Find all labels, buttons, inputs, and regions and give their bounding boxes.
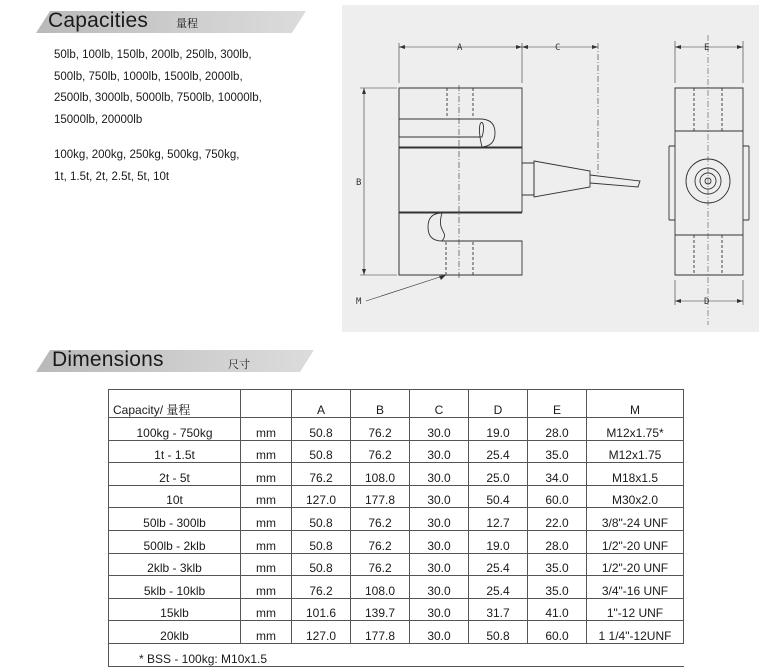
- table-cell: mm: [241, 553, 292, 576]
- table-cell: 108.0: [351, 576, 410, 599]
- table-cell: 76.2: [351, 530, 410, 553]
- table-cell: 2t - 5t: [109, 463, 241, 486]
- table-cell: 30.0: [410, 418, 469, 441]
- table-cell: 28.0: [528, 418, 587, 441]
- table-cell: 50.8: [292, 508, 351, 531]
- table-cell: 10t: [109, 485, 241, 508]
- table-cell: 50.8: [469, 621, 528, 644]
- table-cell: 76.2: [351, 508, 410, 531]
- column-header: A: [292, 390, 351, 418]
- table-cell: 25.4: [469, 576, 528, 599]
- table-cell: 108.0: [351, 463, 410, 486]
- table-cell: 1/2"-20 UNF: [587, 530, 684, 553]
- dim-label-e: E: [704, 43, 710, 53]
- table-cell: mm: [241, 463, 292, 486]
- dimensions-subtitle: 尺寸: [228, 359, 250, 371]
- table-cell: 76.2: [351, 440, 410, 463]
- capacity-line: 50lb, 100lb, 150lb, 200lb, 250lb, 300lb,: [54, 49, 252, 61]
- load-cell-drawing: [342, 5, 759, 332]
- table-row: [109, 485, 684, 508]
- table-body: [109, 418, 684, 644]
- column-header: M: [587, 390, 684, 418]
- table-cell: 50.8: [292, 418, 351, 441]
- table-cell: mm: [241, 576, 292, 599]
- table-cell: 12.7: [469, 508, 528, 531]
- table-cell: 30.0: [410, 463, 469, 486]
- table-cell: 2klb - 3klb: [109, 553, 241, 576]
- dim-label-d: D: [704, 297, 710, 307]
- table-cell: 41.0: [528, 598, 587, 621]
- table-cell: 50lb - 300lb: [109, 508, 241, 531]
- table-cell: 30.0: [410, 621, 469, 644]
- table-cell: mm: [241, 485, 292, 508]
- table-row: [109, 553, 684, 576]
- table-row: [109, 440, 684, 463]
- table-cell: 35.0: [528, 553, 587, 576]
- table-cell: 19.0: [469, 530, 528, 553]
- dim-label-a: A: [457, 43, 463, 53]
- table-row: [109, 463, 684, 486]
- table-cell: M18x1.5: [587, 463, 684, 486]
- table-cell: mm: [241, 440, 292, 463]
- table-cell: 15klb: [109, 598, 241, 621]
- table-cell: 3/4"-16 UNF: [587, 576, 684, 599]
- table-cell: 76.2: [351, 553, 410, 576]
- capacity-line: 100kg, 200kg, 250kg, 500kg, 750kg,: [54, 149, 240, 161]
- capacity-line: 15000lb, 20000lb: [54, 113, 143, 126]
- dim-label-m: M: [356, 297, 362, 307]
- table-note-row: [109, 643, 684, 666]
- capacity-line: 2500lb, 3000lb, 5000lb, 7500lb, 10000lb,: [54, 92, 262, 104]
- table-cell: 177.8: [351, 621, 410, 644]
- table-cell: 60.0: [528, 621, 587, 644]
- table-cell: 25.0: [469, 463, 528, 486]
- table-cell: 76.2: [292, 463, 351, 486]
- table-cell: 31.7: [469, 598, 528, 621]
- table-cell: 1t - 1.5t: [109, 440, 241, 463]
- table-cell: M12x1.75: [587, 440, 684, 463]
- table-cell: 76.2: [292, 576, 351, 599]
- table-cell: 20klb: [109, 621, 241, 644]
- table-cell: 34.0: [528, 463, 587, 486]
- capacities-subtitle: 量程: [176, 18, 198, 30]
- table-cell: M12x1.75*: [587, 418, 684, 441]
- table-cell: 101.6: [292, 598, 351, 621]
- table-row: [109, 418, 684, 441]
- table-cell: 25.4: [469, 440, 528, 463]
- s-beam-drawing-svg: [342, 5, 759, 332]
- table-cell: 30.0: [410, 440, 469, 463]
- table-row: [109, 598, 684, 621]
- table-cell: 60.0: [528, 485, 587, 508]
- table-cell: 30.0: [410, 530, 469, 553]
- capacity-line: 500lb, 750lb, 1000lb, 1500lb, 2000lb,: [54, 70, 243, 83]
- table-cell: 177.8: [351, 485, 410, 508]
- column-header: C: [410, 390, 469, 418]
- table-cell: 139.7: [351, 598, 410, 621]
- table-cell: 30.0: [410, 485, 469, 508]
- table-cell: mm: [241, 418, 292, 441]
- table-cell: 127.0: [292, 485, 351, 508]
- table-cell: mm: [241, 598, 292, 621]
- dimensions-table: [108, 389, 684, 667]
- table-cell: 19.0: [469, 418, 528, 441]
- dimensions-title: Dimensions: [52, 348, 164, 371]
- capacity-line: 1t, 1.5t, 2t, 2.5t, 5t, 10t: [54, 170, 170, 183]
- capacities-title: Capacities: [48, 9, 149, 32]
- table-cell: 30.0: [410, 553, 469, 576]
- column-header: [241, 390, 292, 418]
- table-cell: 35.0: [528, 440, 587, 463]
- table-cell: 50.8: [292, 440, 351, 463]
- table-cell: 1 1/4"-12UNF: [587, 621, 684, 644]
- column-header: E: [528, 390, 587, 418]
- table-cell: 30.0: [410, 508, 469, 531]
- table-cell: 50.8: [292, 530, 351, 553]
- table-row: [109, 508, 684, 531]
- table-cell: 100kg - 750kg: [109, 418, 241, 441]
- table-header-row: [109, 390, 684, 418]
- column-header: D: [469, 390, 528, 418]
- table-cell: 1/2"-20 UNF: [587, 553, 684, 576]
- table-cell: mm: [241, 508, 292, 531]
- column-header: Capacity/ 量程: [109, 390, 241, 418]
- table-cell: 35.0: [528, 576, 587, 599]
- table-note-filler: [351, 643, 684, 666]
- table-row: [109, 576, 684, 599]
- table-cell: 22.0: [528, 508, 587, 531]
- table-cell: 127.0: [292, 621, 351, 644]
- table-cell: 500lb - 2klb: [109, 530, 241, 553]
- table-cell: 76.2: [351, 418, 410, 441]
- table-cell: mm: [241, 530, 292, 553]
- column-header: B: [351, 390, 410, 418]
- table-cell: 25.4: [469, 553, 528, 576]
- table-cell: 50.8: [292, 553, 351, 576]
- table-cell: M30x2.0: [587, 485, 684, 508]
- capacities-list: [54, 45, 262, 188]
- table-cell: 28.0: [528, 530, 587, 553]
- dim-label-b: B: [356, 178, 362, 188]
- table-row: [109, 530, 684, 553]
- table-cell: 1"-12 UNF: [587, 598, 684, 621]
- table-cell: mm: [241, 621, 292, 644]
- table-cell: 50.4: [469, 485, 528, 508]
- table-cell: 5klb - 10klb: [109, 576, 241, 599]
- table-cell: 30.0: [410, 598, 469, 621]
- table-cell: 3/8"-24 UNF: [587, 508, 684, 531]
- table-note: * BSS - 100kg: M10x1.5: [109, 643, 351, 666]
- table-row: [109, 621, 684, 644]
- dim-label-c: C: [555, 43, 561, 53]
- table-cell: 30.0: [410, 576, 469, 599]
